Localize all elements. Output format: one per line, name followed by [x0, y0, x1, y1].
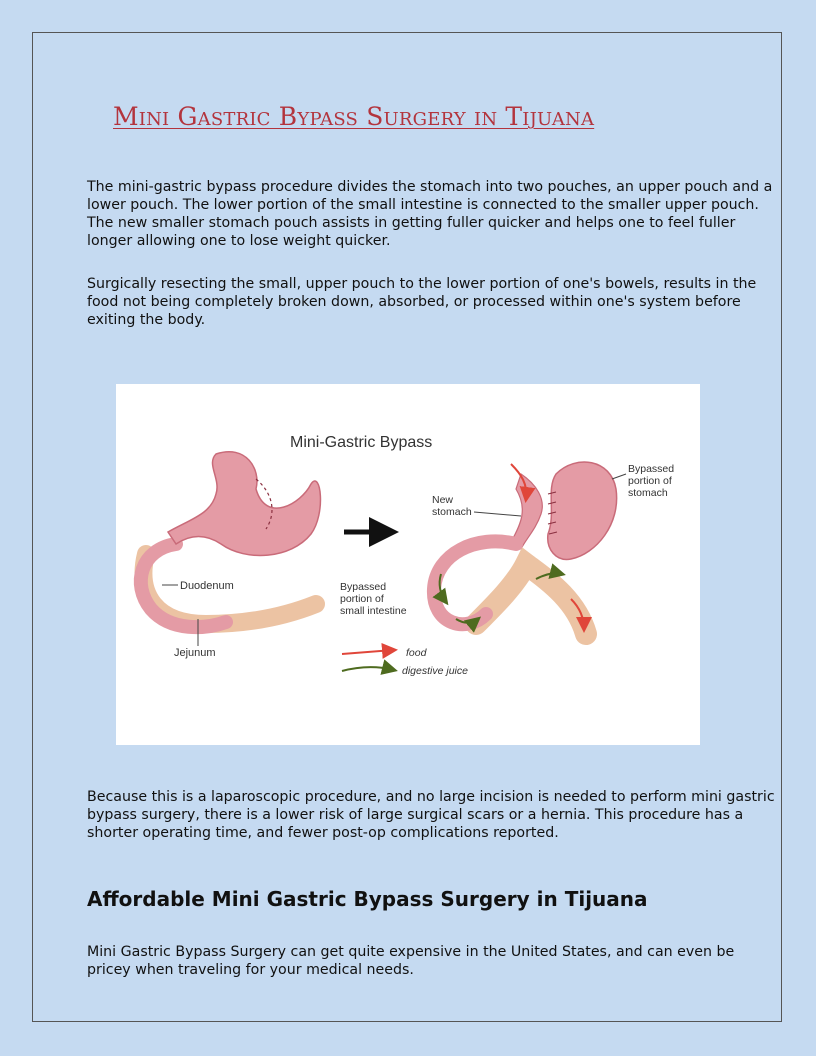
label-new-stomach-2: stomach [432, 506, 472, 518]
label-bypassed-stomach-2: portion of [628, 475, 672, 487]
bypass-intestine [476, 564, 586, 634]
bypass-stomach-illustration [434, 462, 617, 634]
section-heading: Affordable Mini Gastric Bypass Surgery in Tijuana [87, 887, 648, 911]
normal-stomach [168, 452, 320, 556]
legend-food-label: food [406, 647, 427, 659]
cost-paragraph: Mini Gastric Bypass Surgery can get quite expensive in the United States, and can even be pricey when traveling for your medical needs. [87, 944, 735, 978]
label-new-stomach-1: New [432, 494, 454, 506]
label-jejunum: Jejunum [174, 647, 216, 659]
legend-food-arrow [342, 650, 394, 654]
bypassed-stomach [548, 462, 617, 559]
label-bypassed-intestine-2: portion of [340, 593, 384, 605]
diagram-title: Mini-Gastric Bypass [290, 434, 433, 451]
label-duodenum: Duodenum [180, 580, 234, 592]
label-bypassed-stomach-1: Bypassed [628, 463, 675, 475]
laparoscopic-paragraph: Because this is a laparoscopic procedure, and no large incision is needed to perform mini gastric bypass surgery, there is a lower risk of large surgical scars or a hernia. This procedure has a shorter operating time, and fewer post-op complications reported. [87, 789, 775, 841]
resection-paragraph: Surgically resecting the small, upper pouch to the lower portion of one's bowels, results in the food not being completely broken down, absorbed, or processed within one's system before exiting the body. [87, 276, 757, 328]
page-title: Mini Gastric Bypass Surgery in Tijuana [113, 102, 595, 131]
label-bypassed-intestine-3: small intestine [340, 605, 407, 617]
mini-gastric-bypass-diagram [116, 384, 700, 745]
label-bypassed-intestine-1: Bypassed [340, 581, 387, 593]
legend-juice-arrow [342, 667, 394, 671]
intro-paragraph: The mini-gastric bypass procedure divides the stomach into two pouches, an upper pouch and a lower pouch. The lower portion of the small intestine is connected to the smaller upper pouch. The new smaller stomach pouch assists in getting fuller quicker and helps one to feel fuller longer allowing one to lose weight quicker. [87, 179, 773, 249]
legend-juice-label: digestive juice [402, 665, 468, 677]
label-bypassed-stomach-3: stomach [628, 487, 668, 499]
normal-stomach-illustration [141, 452, 321, 627]
